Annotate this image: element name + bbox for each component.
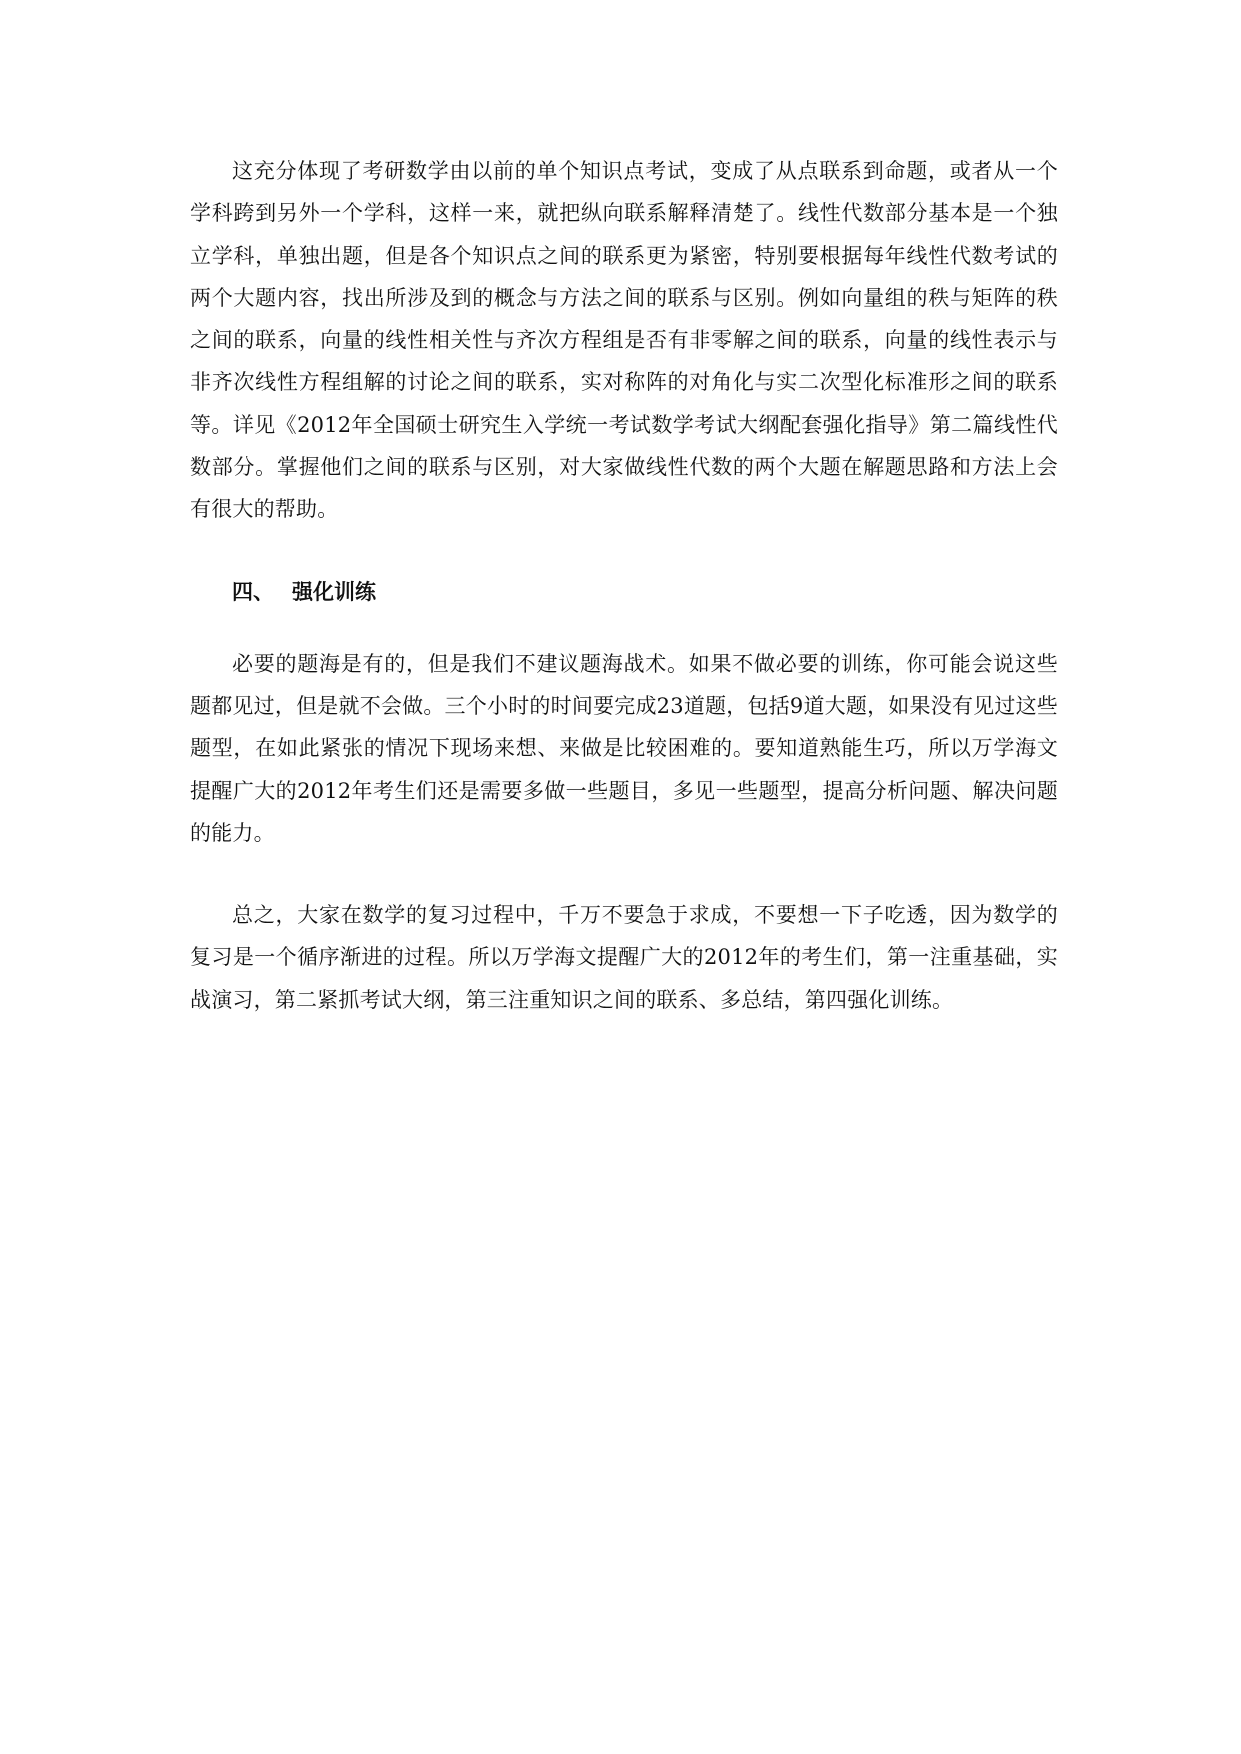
document-page bbox=[190, 150, 1058, 1021]
section-number: 四、 bbox=[232, 579, 274, 604]
paragraph-intensive-training: 必要的题海是有的，但是我们不建议题海战术。如果不做必要的训练，你可能会说这些题都见过，但是就不会做。三个小时的时间要完成23道题，包括9道大题，如果没有见过这些题型，在如此紧张的情况下现场来想、来做是比较困难的。要知道熟能生巧，所以万学海文提醒广大的2012年考生们还是需要多做一些题目，多见一些题型，提高分析问题、解决问题的能力。 bbox=[190, 651, 1058, 845]
paragraph-summary: 总之，大家在数学的复习过程中，千万不要急于求成，不要想一下子吃透，因为数学的复习是一个循序渐进的过程。所以万学海文提醒广大的2012年的考生们，第一注重基础，实战演习，第二紧抓考试大纲，第三注重知识之间的联系、多总结，第四强化训练。 bbox=[190, 903, 1058, 1012]
section-title: 强化训练 bbox=[292, 579, 376, 604]
section-heading bbox=[232, 571, 1058, 613]
paragraph-linear-algebra: 这充分体现了考研数学由以前的单个知识点考试，变成了从点联系到命题，或者从一个学科跨到另外一个学科，这样一来，就把纵向联系解释清楚了。线性代数部分基本是一个独立学科，单独出题，但是各个知识点之间的联系更为紧密，特别要根据每年线性代数考试的两个大题内容，找出所涉及到的概念与方法之间的联系与区别。例如向量组的秩与矩阵的秩之间的联系，向量的线性相关性与齐次方程组是否有非零解之间的联系，向量的线性表示与非齐次线性方程组解的讨论之间的联系，实对称阵的对角化与实二次型化标准形之间的联系等。详见《2012年全国硕士研究生入学统一考试数学考试大纲配套强化指导》第二篇线性代数部分。掌握他们之间的联系与区别，对大家做线性代数的两个大题在解题思路和方法上会有很大的帮助。 bbox=[190, 159, 1058, 522]
